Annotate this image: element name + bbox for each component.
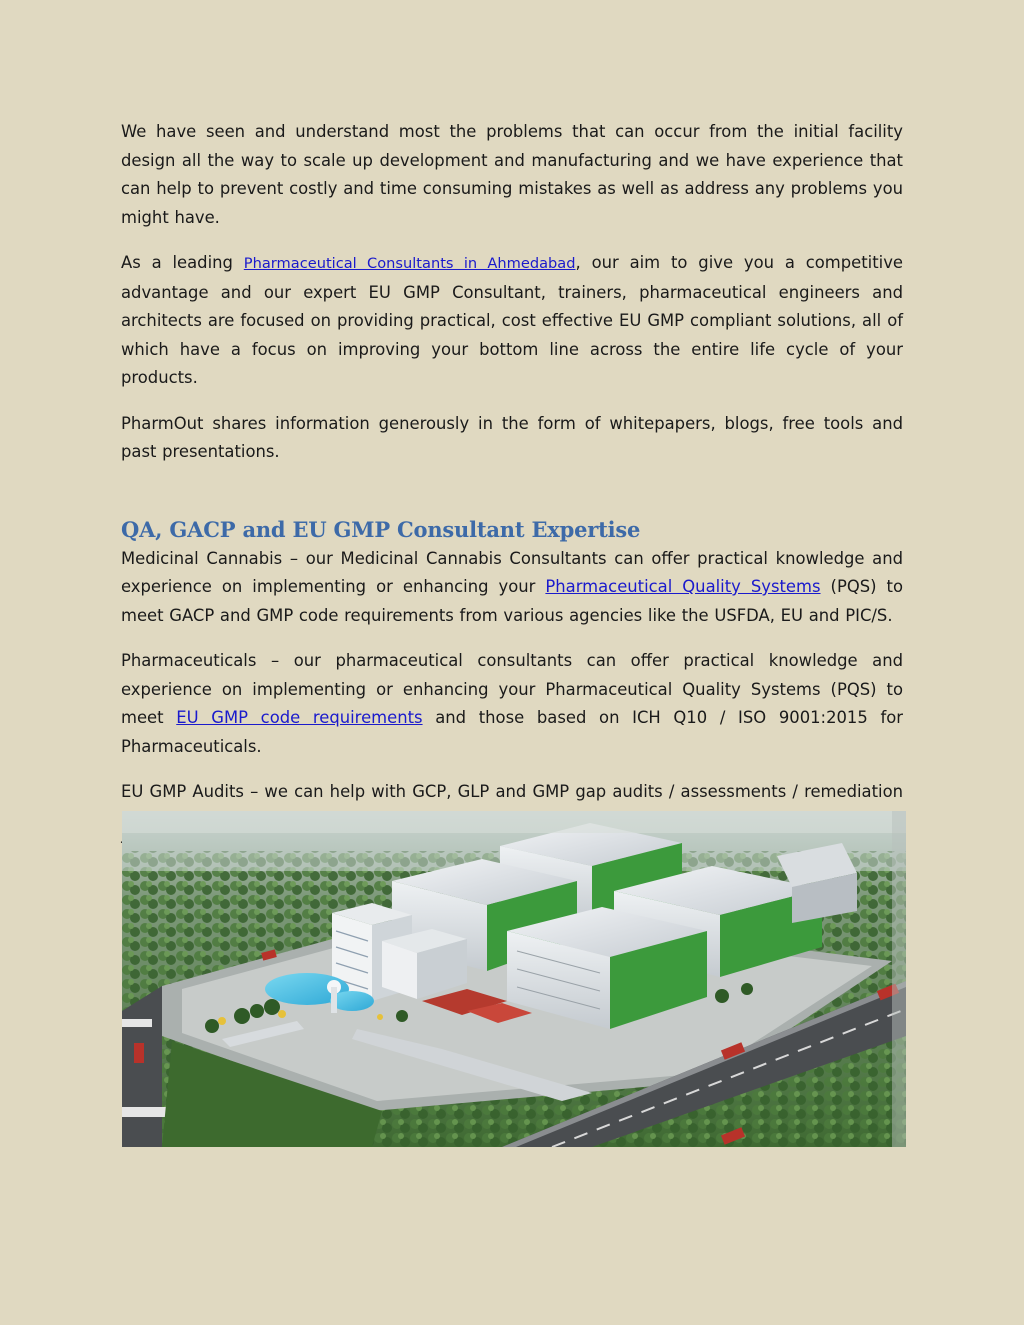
pharmaceutical-consultants-link[interactable]: Pharmaceutical Consultants in Ahmedabad xyxy=(243,255,576,272)
facility-aerial-rendering xyxy=(122,811,906,1147)
document-body xyxy=(121,118,903,881)
intro-paragraph-2-start: As a leading xyxy=(121,253,244,272)
intro-paragraph-3: PharmOut shares information generously in the form of whitepapers, blogs, free tools and past presentations. xyxy=(121,413,903,461)
cannabis-paragraph xyxy=(121,545,903,631)
audits-paragraph: EU GMP Audits – we can help with GCP, GLP and GMP gap audits / assessments / remediation xyxy=(121,782,903,801)
eu-gmp-code-requirements-link[interactable]: EU GMP code requirements xyxy=(176,708,423,727)
intro-paragraph-2-end: , our aim to give you a competitive advantage and our expert EU GMP Consultant, trainers, pharmaceutical engineers and architects are focused on providing practical, cost effective EU GMP compliant solutions, all of which have a focus on improving your bottom line across the entire life cycle of your products. xyxy=(121,253,904,387)
pharmaceutical-quality-systems-link[interactable]: Pharmaceutical Quality Systems xyxy=(545,577,821,596)
pharmaceuticals-paragraph xyxy=(121,647,903,761)
pharmaceuticals-paragraph-end: and those based on ICH Q10 / ISO 9001:2015 for Pharmaceuticals. xyxy=(121,708,903,756)
intro-paragraph-1: We have seen and understand most the problems that can occur from the initial facility design all the way to scale up development and manufacturing and we have experience that can help to prevent costly and time consuming mistakes as well as address any problems you might have. xyxy=(121,122,903,227)
pharmaceuticals-paragraph-start: Pharmaceuticals – our pharmaceutical consultants can offer practical knowledge and experience on implementing or enhancing your Pharmaceutical Quality Systems (PQS) to meet xyxy=(121,651,903,727)
cannabis-paragraph-start: Medicinal Cannabis – our Medicinal Cannabis Consultants can offer practical knowledge and experience on implementing or enhancing your xyxy=(121,548,903,596)
intro-paragraph-2 xyxy=(121,249,903,393)
cannabis-paragraph-end: (PQS) to meet GACP and GMP code requirements from various agencies like the USFDA, EU and PIC/S. xyxy=(121,577,903,625)
section-heading: QA, GACP and EU GMP Consultant Expertise xyxy=(121,516,641,542)
